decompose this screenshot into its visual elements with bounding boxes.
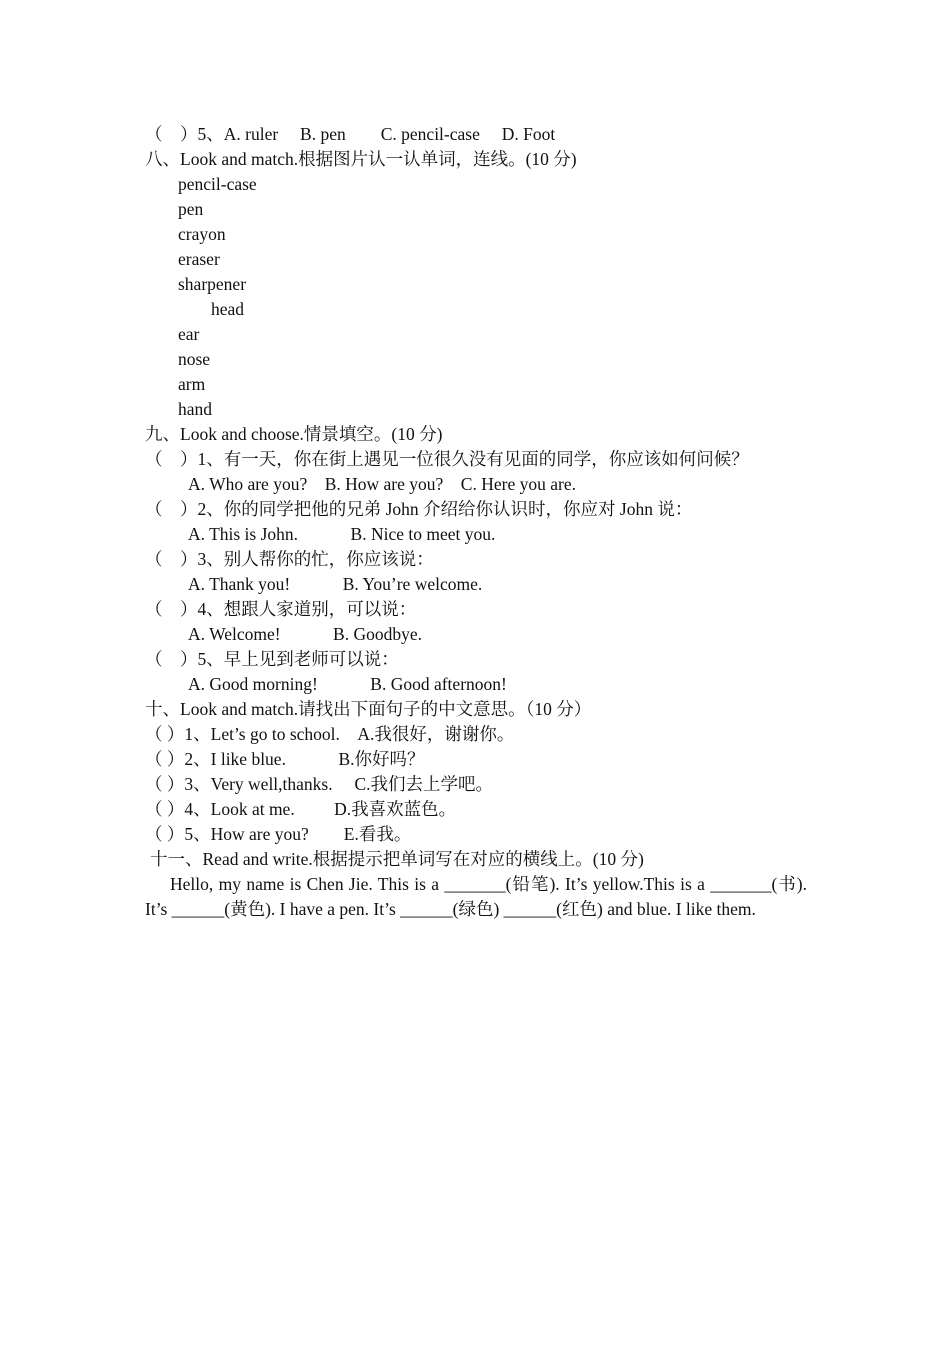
section-8-title: 八、Look and match.根据图片认一认单词，连线。(10 分) (145, 149, 577, 169)
section-11-title: 十一、Read and write.根据提示把单词写在对应的横线上。(10 分) (150, 849, 644, 869)
s9-question-5: （ ）5、早上见到老师可以说： (145, 649, 399, 669)
word-arm: arm (178, 374, 206, 394)
word-eraser: eraser (178, 249, 220, 269)
s10-item-3: （ ）3、Very well,thanks. C.我们去上学吧。 (145, 774, 494, 794)
s9-question-4: （ ）4、想跟人家道别，可以说： (145, 599, 417, 619)
s10-item-2: （ ）2、I like blue. B.你好吗？ (145, 749, 425, 769)
word-nose: nose (178, 349, 211, 369)
section-9-title: 九、Look and choose.情景填空。(10 分) (145, 424, 443, 444)
s9-options-4: A. Welcome! B. Goodbye. (188, 624, 422, 644)
s9-options-3: A. Thank you! B. You’re welcome. (188, 574, 483, 594)
word-head: head (211, 299, 245, 319)
word-sharpener: sharpener (178, 274, 247, 294)
s9-options-1: A. Who are you? B. How are you? C. Here you are. (188, 474, 576, 494)
word-pen: pen (178, 199, 204, 219)
s11-passage: Hello, my name is Chen Jie. This is a _______(铅笔). It’s yellow.This is a _______(书). It’s ______(黄色). I have a pen. It’s ______(绿色) ______(红色) and blue. I like them. (145, 874, 807, 919)
q7-item-5: （ ）5、A. ruler B. pen C. pencil-case D. Foot (145, 124, 556, 144)
s9-options-2: A. This is John. B. Nice to meet you. (188, 524, 496, 544)
word-ear: ear (178, 324, 200, 344)
section-10-title: 十、Look and match.请找出下面句子的中文意思。（10 分） (145, 699, 592, 719)
s10-item-4: （ ）4、Look at me. D.我喜欢蓝色。 (145, 799, 457, 819)
s9-question-2: （ ）2、你的同学把他的兄弟 John 介绍给你认识时，你应对 John 说： (145, 499, 693, 519)
word-hand: hand (178, 399, 213, 419)
s9-question-1: （ ）1、有一天，你在街上遇见一位很久没有见面的同学，你应该如何问候？ (145, 449, 749, 469)
s9-options-5: A. Good morning! B. Good afternoon! (188, 674, 507, 694)
word-pencil-case: pencil-case (178, 174, 257, 194)
word-crayon: crayon (178, 224, 226, 244)
s10-item-1: （ ）1、Let’s go to school. A.我很好，谢谢你。 (145, 724, 515, 744)
worksheet-page (145, 122, 807, 922)
s9-question-3: （ ）3、别人帮你的忙，你应该说： (145, 549, 434, 569)
s10-item-5: （ ）5、How are you? E.看我。 (145, 824, 412, 844)
